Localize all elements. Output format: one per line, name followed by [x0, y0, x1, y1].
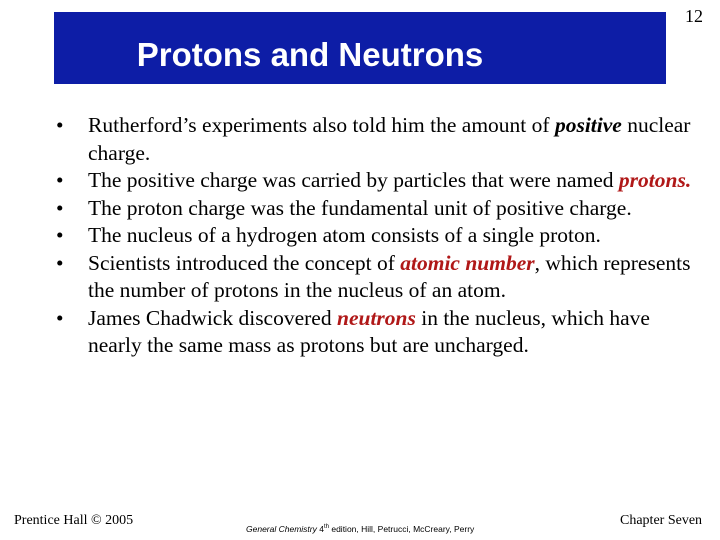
bullet-text: in the nucleus, which have nearly the same mass as protons but are uncharged.	[88, 305, 650, 357]
bullet-dot: •	[56, 223, 64, 247]
key-term: neutrons	[336, 305, 416, 330]
bullet-text: nuclear charge.	[88, 113, 691, 165]
footer-chapter: Chapter Seven	[620, 513, 703, 528]
footer-publisher: Prentice Hall © 2005	[14, 513, 134, 528]
bullet-item	[56, 195, 696, 223]
key-term: atomic number	[400, 250, 535, 275]
bullet-list	[56, 112, 696, 360]
bullet-item	[56, 305, 696, 360]
bullet-item	[56, 167, 696, 195]
footer-edition-sup: th	[323, 524, 329, 531]
bullet-item	[56, 222, 696, 250]
bullet-item	[56, 250, 696, 305]
bullet-item	[56, 112, 696, 167]
footer-book-title: General Chemistry	[246, 524, 317, 534]
bullet-dot: •	[56, 113, 64, 137]
title-bar	[54, 12, 666, 84]
footer-edition-num: 4	[319, 524, 324, 534]
bullet-text: The proton charge was the fundamental unit of positive charge.	[88, 195, 632, 220]
bullet-dot: •	[56, 305, 64, 330]
footer-edition-rest: edition, Hill, Petrucci, McCreary, Perry	[328, 524, 475, 534]
page-number: 12	[685, 6, 703, 26]
bullet-text: , which represents the number of protons in the nucleus of an atom.	[88, 250, 691, 302]
bullet-dot: •	[56, 250, 64, 275]
bullet-text: The nucleus of a hydrogen atom consists of a single proton.	[88, 223, 601, 247]
bullet-text: James Chadwick discovered	[88, 305, 337, 330]
bullet-dot: •	[56, 195, 64, 220]
bullet-text: Rutherford’s experiments also told him the amount of	[88, 113, 555, 137]
slide-title: Protons and Neutrons	[136, 36, 484, 73]
bullet-text: The positive charge was carried by particles that were named	[88, 168, 619, 192]
key-term: protons.	[618, 168, 692, 192]
footer-citation	[246, 524, 474, 534]
bullet-text: Scientists introduced the concept of	[88, 250, 401, 275]
bullet-dot: •	[56, 168, 64, 192]
emphasized-term: positive	[554, 113, 622, 137]
